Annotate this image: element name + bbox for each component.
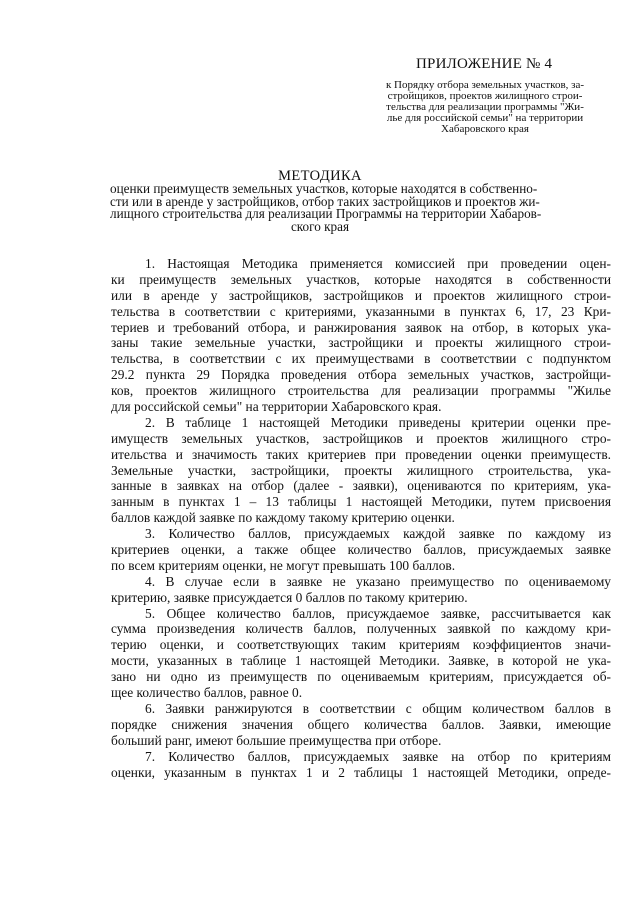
body-text-line: 29.2 пункта 29 Порядка проведения отбора земельных участков, застройщи- — [111, 367, 611, 383]
body-text-line: ки преимуществ земельных участков, которые находятся в собственности — [111, 271, 611, 287]
document-subtitle — [110, 181, 542, 234]
body-text-line: больший ранг, имеют большие преимущества при отборе. — [111, 732, 442, 748]
document-subtitle-line: лищного строительства для реализации Программы на территории Хабаров- — [110, 206, 542, 221]
appendix-title: ПРИЛОЖЕНИЕ № 4 — [416, 56, 553, 72]
body-text-line: 1. Настоящая Методика применяется комиссией при проведении оцен- — [145, 256, 611, 271]
body-text-line: щее количество баллов, равное 0. — [111, 685, 303, 701]
appendix-subtitle-line: лье для российской семьи" на территории — [386, 112, 584, 124]
body-text-line: ительства и значимость таких критериев при проведении оценки преимуществ. — [111, 446, 611, 462]
body-text-line: Земельные участки, застройщики, проекты жилищного строительства, ука- — [111, 462, 611, 478]
body-text-line: для российской семьи" на территории Хабаровского края. — [111, 399, 442, 415]
document-subtitle-line: сти или в аренде у застройщиков, отбор таких застройщиков и проектов жи- — [110, 193, 540, 209]
body-text-line: 7. Количество баллов, присуждаемых заявке на отбор по критериям — [145, 748, 611, 764]
body-text-line: 2. В таблице 1 настоящей Методики приведены критерии оценки пре- — [145, 414, 611, 430]
appendix-subtitle — [360, 80, 610, 135]
appendix-subtitle-line: Хабаровского края — [441, 123, 529, 135]
body-text-line: сумма произведения количеств баллов, полученных заявкой по каждому кри- — [111, 621, 611, 637]
appendix-subtitle-line: к Порядку отбора земельных участков, за- — [385, 79, 585, 91]
body-text-line: порядке снижения значения общего количества баллов. Заявки, имеющие — [111, 716, 611, 732]
body-text-line: тельства в соответствии с критериями, указанными в пунктах 6, 17, 23 Кри- — [111, 303, 611, 319]
body-text-line: зано ни одно из преимуществ по оцениваемым критериям, присуждается об- — [111, 669, 611, 685]
body-text-line: занным в пунктах 1 – 13 таблицы 1 настоящей Методики, путем присвоения — [111, 494, 611, 510]
body-text-line: 5. Общее количество баллов, присуждаемое заявке, рассчитывается как — [145, 605, 611, 621]
body-text-line: териев и требований отбора, и ранжирования заявок на отбор, в которых ука- — [111, 319, 611, 335]
body-text-line: мости, указанных в таблице 1 настоящей Методики. Заявке, в которой не ука- — [111, 653, 611, 669]
body-text-line: тельства, в соответствии с их преимуществами в соответствии с подпунктом — [111, 351, 611, 367]
document-title: МЕТОДИКА — [278, 168, 362, 184]
body-text-line: или в аренде у застройщиков, застройщиков и проектов жилищного строи- — [111, 287, 611, 303]
body-text-line: заны такие земельные участки, застройщики и проекты жилищного строи- — [111, 335, 611, 351]
body-text-line: 6. Заявки ранжируются в соответствии с общим количеством баллов в — [145, 700, 611, 716]
body-text-line: терию оценки, и соответствующих таким критериям коэффициентов значи- — [111, 637, 611, 653]
body-text-line: ков, проектов жилищного строительства для реализации программы "Жилье — [111, 383, 611, 399]
body-text-line: 3. Количество баллов, присуждаемых каждой заявке по каждому из — [145, 526, 611, 542]
body-text-line: занные в заявках на отбор (далее - заявки), оцениваются по критериям, ука- — [111, 478, 611, 494]
body-text-line: оценки, указанным в пунктах 1 и 2 таблицы 1 настоящей Методики, опреде- — [111, 764, 611, 780]
document-subtitle-line: оценки преимуществ земельных участков, которые находятся в собственно- — [110, 181, 538, 196]
body-text-line: по всем критериям оценки, не могут превышать 100 баллов. — [111, 557, 456, 573]
body-text-line: баллов каждой заявке по каждому такому критерию оценки. — [111, 510, 455, 526]
appendix-subtitle-line: тельства для реализации программы "Жи- — [386, 101, 584, 113]
body-text-line: критериев оценки, а также общее количество баллов, присуждаемых заявке — [111, 542, 611, 558]
body-text-line: критерию, заявке присуждается 0 баллов по такому критерию. — [111, 589, 468, 605]
document-subtitle-line: ского края — [290, 218, 350, 234]
body-text-line: 4. В случае если в заявке не указано преимущество по оцениваемому — [145, 573, 611, 589]
document-body — [111, 256, 611, 780]
appendix-subtitle-line: стройщиков, проектов жилищного строи- — [387, 90, 583, 102]
body-text-line: имуществ земельных участков, застройщиков и проектов жилищного стро- — [111, 430, 611, 446]
